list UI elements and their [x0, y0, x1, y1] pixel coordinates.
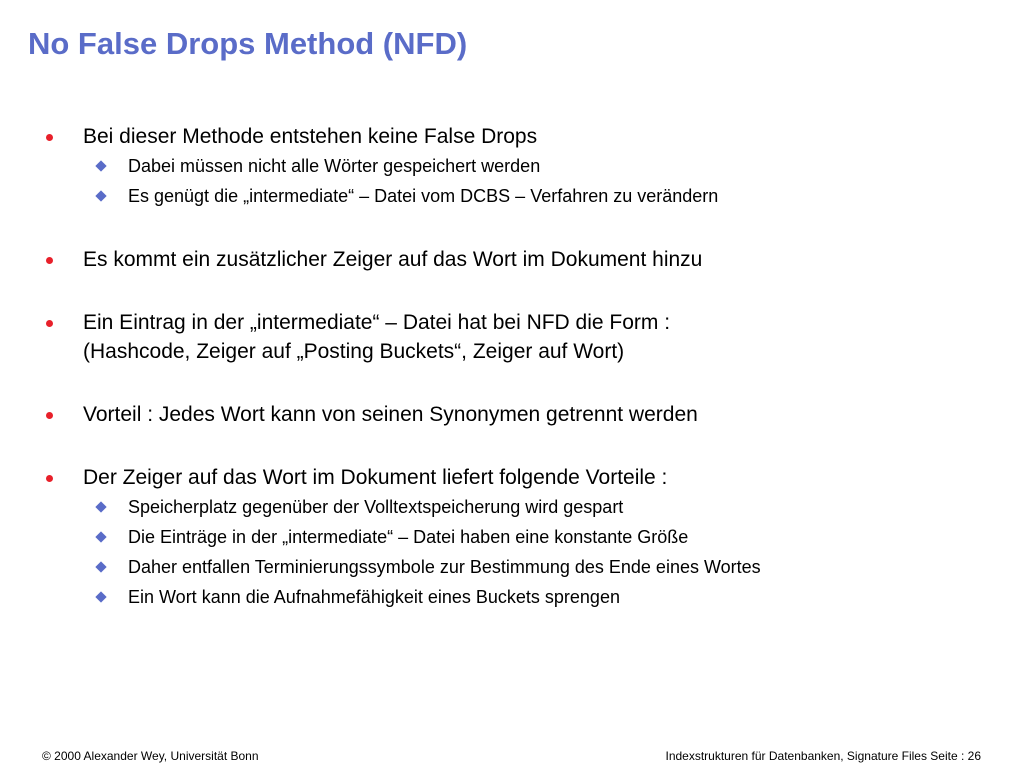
sub-bullet-item	[0, 151, 1024, 181]
bullet-text-line-1: Ein Eintrag in der „intermediate“ – Datei hat bei NFD die Form :	[83, 311, 671, 334]
sub-bullet-item	[0, 582, 1024, 612]
sub-bullet-list	[0, 492, 1024, 612]
sub-bullet-item	[0, 522, 1024, 552]
bullet-text: Bei dieser Methode entstehen keine False Drops	[83, 125, 538, 148]
sub-bullet-text: Daher entfallen Terminierungssymbole zur Bestimmung des Ende eines Wortes	[128, 557, 761, 577]
sub-bullet-item	[0, 552, 1024, 582]
footer-page-info: Indexstrukturen für Datenbanken, Signature Files Seite : 26	[665, 749, 981, 763]
diamond-bullet-icon	[95, 160, 106, 171]
diamond-bullet-icon	[95, 531, 106, 542]
bullet-text: Es kommt ein zusätzlicher Zeiger auf das Wort im Dokument hinzu	[83, 248, 703, 271]
sub-bullet-item	[0, 181, 1024, 211]
sub-bullet-text: Es genügt die „intermediate“ – Datei vom DCBS – Verfahren zu verändern	[128, 186, 719, 206]
sub-bullet-text: Speicherplatz gegenüber der Volltextspeicherung wird gespart	[128, 497, 624, 517]
sub-bullet-text: Ein Wort kann die Aufnahmefähigkeit eines Buckets sprengen	[128, 587, 620, 607]
red-dot-bullet-icon	[46, 257, 53, 264]
diamond-bullet-icon	[95, 501, 106, 512]
diamond-bullet-icon	[95, 190, 106, 201]
diamond-bullet-icon	[95, 561, 106, 572]
slide-title: No False Drops Method (NFD)	[28, 26, 468, 61]
sub-bullet-list	[0, 151, 1024, 211]
main-bullet-item	[0, 245, 1024, 274]
bullet-block	[0, 463, 1024, 612]
sub-bullet-text: Dabei müssen nicht alle Wörter gespeichert werden	[128, 156, 541, 176]
bullet-block	[0, 122, 1024, 211]
sub-bullet-item	[0, 492, 1024, 522]
red-dot-bullet-icon	[46, 320, 53, 327]
bullet-list	[0, 122, 1024, 646]
bullet-text-line-2: (Hashcode, Zeiger auf „Posting Buckets“, Zeiger auf Wort)	[83, 340, 625, 363]
main-bullet-item	[0, 463, 1024, 492]
bullet-text: Vorteil : Jedes Wort kann von seinen Synonymen getrennt werden	[83, 403, 698, 426]
bullet-block	[0, 308, 1024, 366]
diamond-bullet-icon	[95, 591, 106, 602]
bullet-text: Der Zeiger auf das Wort im Dokument liefert folgende Vorteile :	[83, 466, 668, 489]
footer-copyright: © 2000 Alexander Wey, Universität Bonn	[42, 749, 259, 763]
red-dot-bullet-icon	[46, 134, 53, 141]
sub-bullet-text: Die Einträge in der „intermediate“ – Datei haben eine konstante Größe	[128, 527, 689, 547]
main-bullet-item	[0, 122, 1024, 151]
bullet-block	[0, 400, 1024, 429]
red-dot-bullet-icon	[46, 412, 53, 419]
bullet-block	[0, 245, 1024, 274]
main-bullet-item	[0, 400, 1024, 429]
main-bullet-item	[0, 308, 1024, 366]
red-dot-bullet-icon	[46, 475, 53, 482]
